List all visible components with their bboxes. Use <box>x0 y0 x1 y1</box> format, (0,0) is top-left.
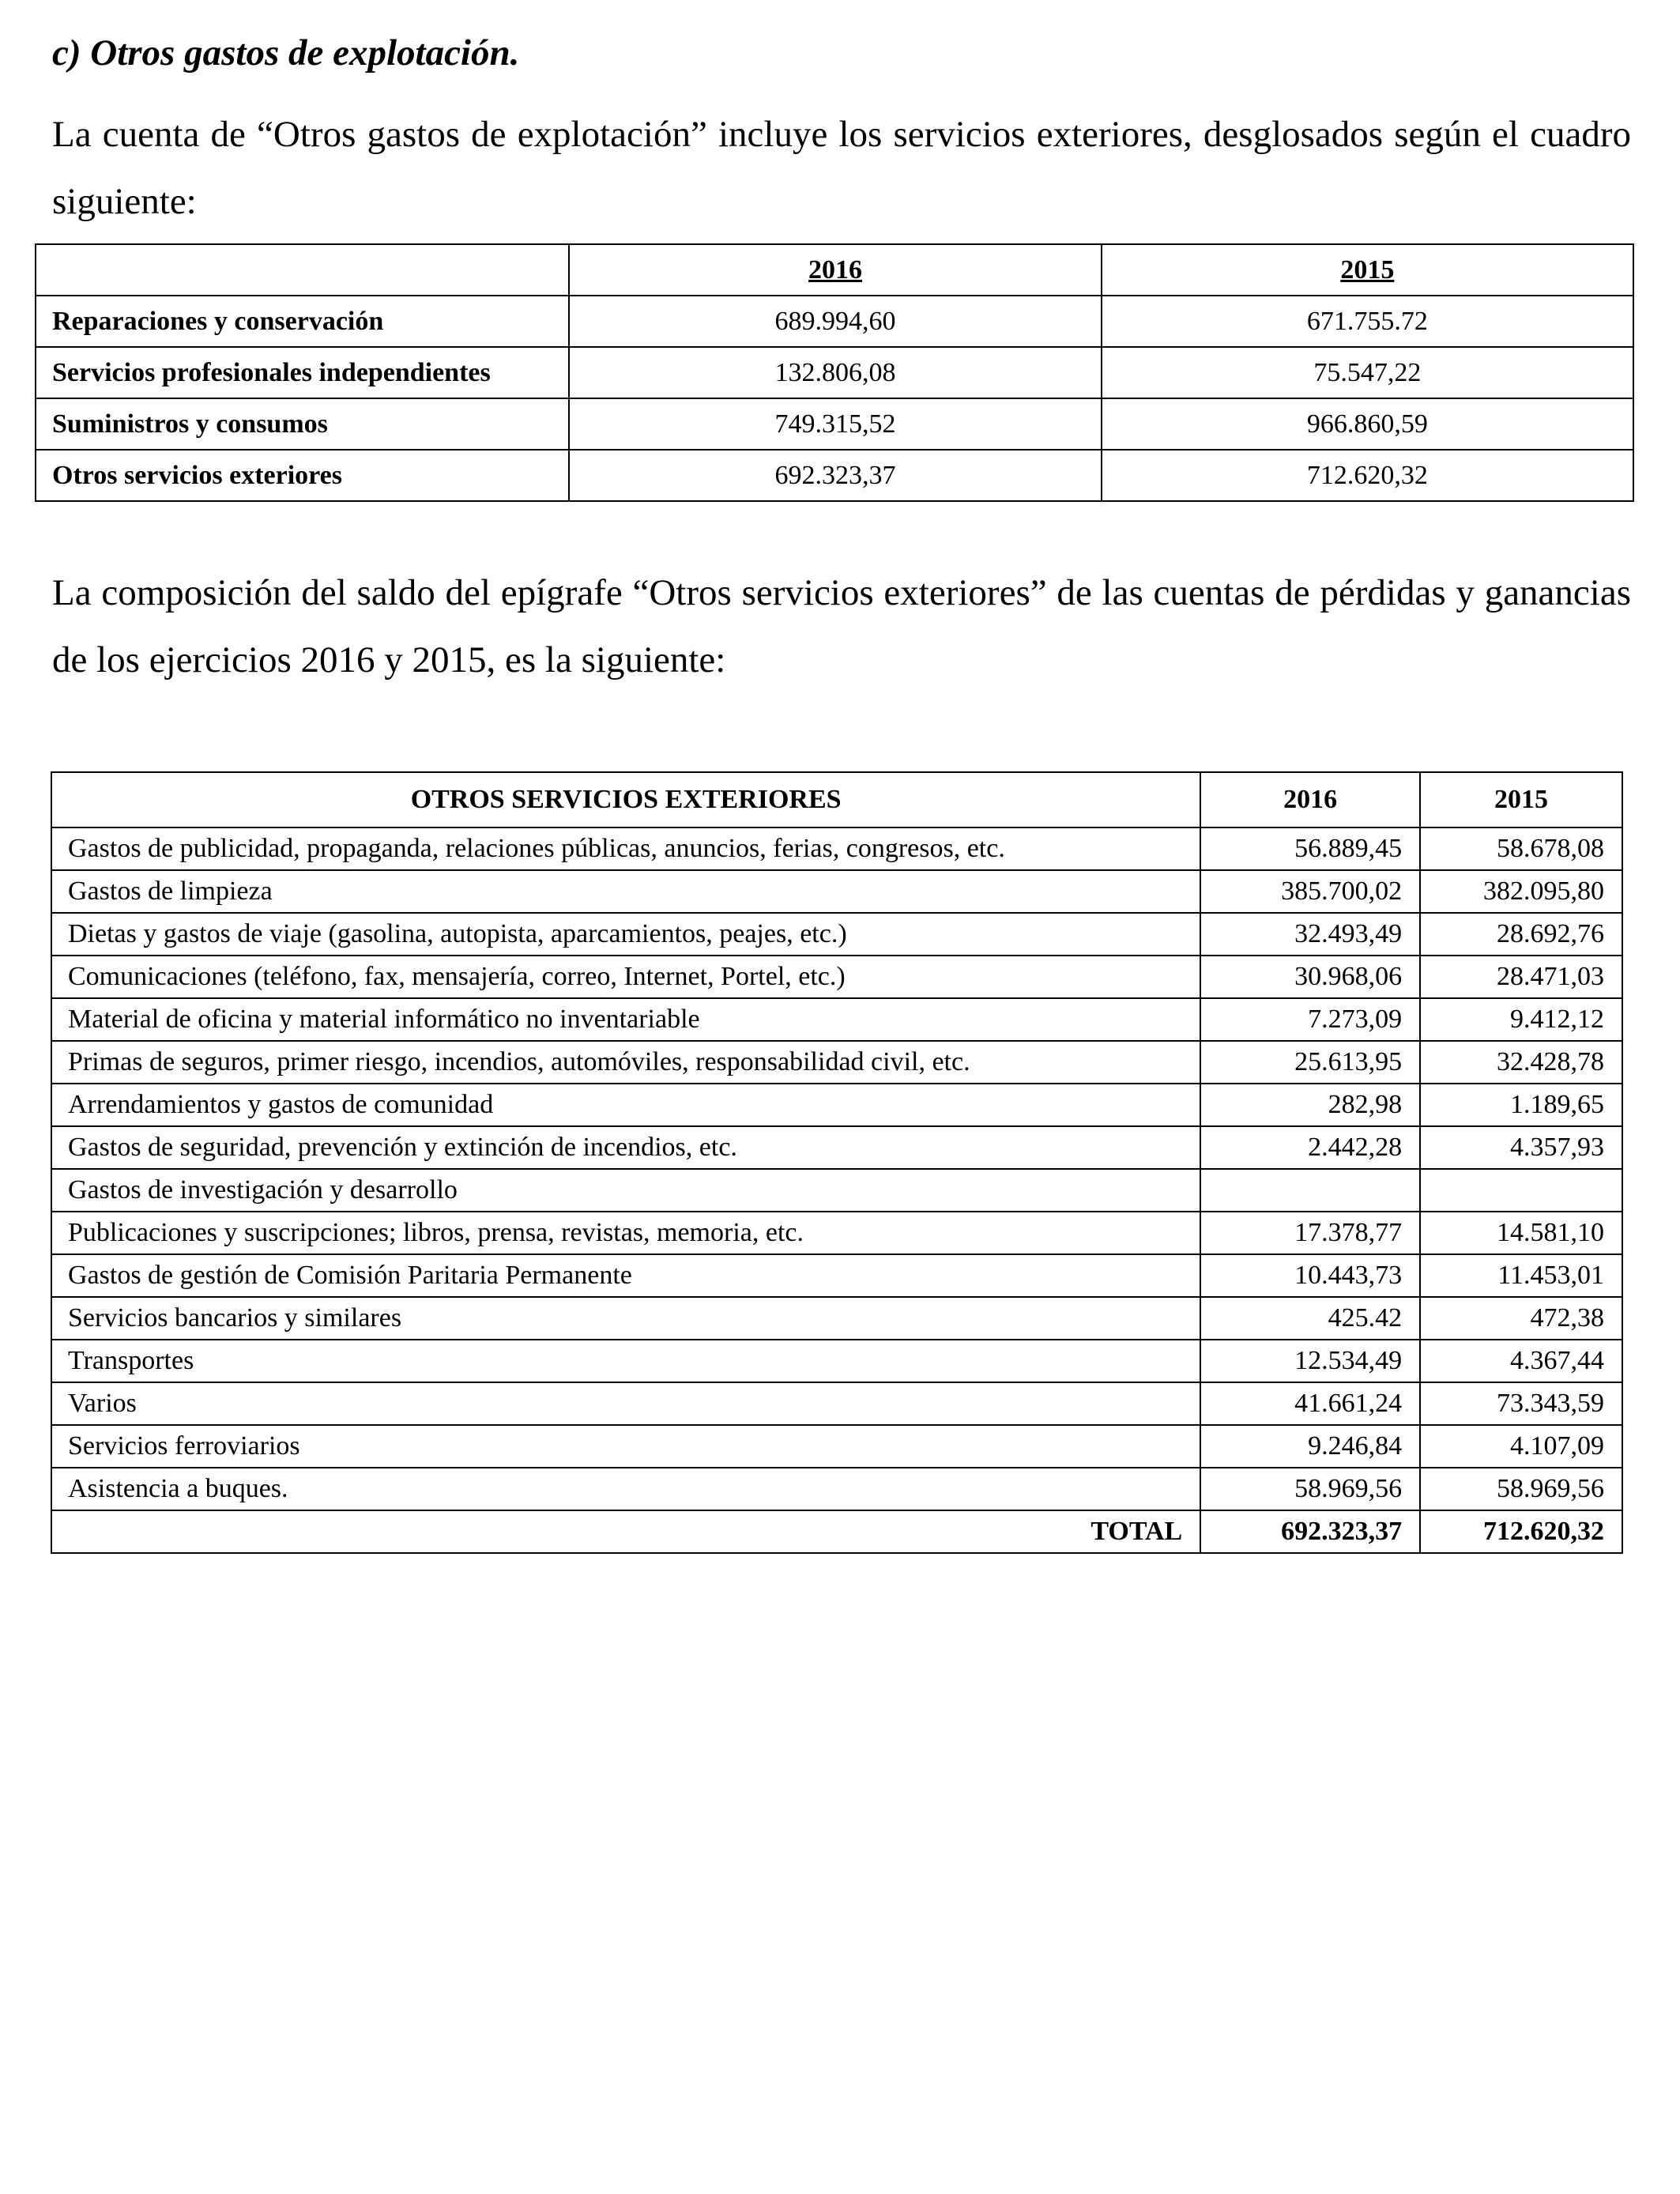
table-row <box>51 1041 1622 1084</box>
value-2016: 30.968,06 <box>1200 956 1420 998</box>
value-2015: 1.189,65 <box>1420 1084 1622 1126</box>
value-2015 <box>1420 1169 1622 1212</box>
value-2015: 4.357,93 <box>1420 1126 1622 1169</box>
total-2015: 712.620,32 <box>1420 1510 1622 1553</box>
row-label: Comunicaciones (teléfono, fax, mensajería, correo, Internet, Portel, etc.) <box>51 956 1200 998</box>
row-label: Primas de seguros, primer riesgo, incendios, automóviles, responsabilidad civil, etc. <box>51 1041 1200 1084</box>
value-2016: 32.493,49 <box>1200 913 1420 956</box>
value-2015: 472,38 <box>1420 1297 1622 1340</box>
table-row <box>51 913 1622 956</box>
row-label: Transportes <box>51 1340 1200 1382</box>
row-label: Material de oficina y material informático no inventariable <box>51 998 1200 1041</box>
value-2016: 56.889,45 <box>1200 827 1420 870</box>
value-2016: 689.994,60 <box>569 296 1101 347</box>
row-label: Publicaciones y suscripciones; libros, prensa, revistas, memoria, etc. <box>51 1212 1200 1254</box>
row-label: Asistencia a buques. <box>51 1468 1200 1510</box>
value-2016: 425.42 <box>1200 1297 1420 1340</box>
value-2016: 132.806,08 <box>569 347 1101 398</box>
value-2015: 4.367,44 <box>1420 1340 1622 1382</box>
table-row <box>36 347 1633 398</box>
section-heading: c) Otros gastos de explotación. <box>52 32 520 74</box>
table-row <box>36 296 1633 347</box>
value-2016: 385.700,02 <box>1200 870 1420 913</box>
value-2015: 73.343,59 <box>1420 1382 1622 1425</box>
row-label: Gastos de publicidad, propaganda, relaciones públicas, anuncios, ferias, congresos, etc. <box>51 827 1200 870</box>
table-row <box>51 998 1622 1041</box>
intro-paragraph-1: La cuenta de “Otros gastos de explotación” incluye los servicios exteriores, desglosados según el cuadro siguiente: <box>52 114 1631 222</box>
row-label: Servicios profesionales independientes <box>36 347 569 398</box>
value-2015: 32.428,78 <box>1420 1041 1622 1084</box>
table-row <box>51 870 1622 913</box>
table-header-row <box>36 244 1633 296</box>
row-label: Reparaciones y conservación <box>36 296 569 347</box>
value-2016: 25.613,95 <box>1200 1041 1420 1084</box>
row-label: Dietas y gastos de viaje (gasolina, autopista, aparcamientos, peajes, etc.) <box>51 913 1200 956</box>
total-label: TOTAL <box>51 1510 1200 1553</box>
services-summary-table <box>35 243 1634 502</box>
table-row <box>36 398 1633 450</box>
value-2016: 692.323,37 <box>569 450 1101 501</box>
value-2015: 14.581,10 <box>1420 1212 1622 1254</box>
value-2016: 58.969,56 <box>1200 1468 1420 1510</box>
header-2015: 2015 <box>1102 244 1633 296</box>
intro-paragraph-2: La composición del saldo del epígrafe “Otros servicios exteriores” de las cuentas de pérdidas y ganancias de los ejercicios 2016 y 2015, es la siguiente: <box>52 572 1631 680</box>
row-label: Gastos de gestión de Comisión Paritaria Permanente <box>51 1254 1200 1297</box>
value-2015: 28.692,76 <box>1420 913 1622 956</box>
total-row <box>51 1510 1622 1553</box>
total-2016: 692.323,37 <box>1200 1510 1420 1553</box>
value-2015: 4.107,09 <box>1420 1425 1622 1468</box>
value-2015: 9.412,12 <box>1420 998 1622 1041</box>
value-2016: 749.315,52 <box>569 398 1101 450</box>
row-label: Servicios bancarios y similares <box>51 1297 1200 1340</box>
value-2015: 671.755.72 <box>1102 296 1633 347</box>
header-2015: 2015 <box>1420 772 1622 827</box>
row-label: Gastos de seguridad, prevención y extinción de incendios, etc. <box>51 1126 1200 1169</box>
value-2016: 282,98 <box>1200 1084 1420 1126</box>
value-2015: 58.969,56 <box>1420 1468 1622 1510</box>
row-label: Varios <box>51 1382 1200 1425</box>
value-2016: 10.443,73 <box>1200 1254 1420 1297</box>
value-2016: 7.273,09 <box>1200 998 1420 1041</box>
header-concept: OTROS SERVICIOS EXTERIORES <box>51 772 1200 827</box>
value-2015: 58.678,08 <box>1420 827 1622 870</box>
value-2015: 712.620,32 <box>1102 450 1633 501</box>
value-2016: 17.378,77 <box>1200 1212 1420 1254</box>
row-label: Suministros y consumos <box>36 398 569 450</box>
table-row <box>51 1126 1622 1169</box>
value-2015: 28.471,03 <box>1420 956 1622 998</box>
table-row <box>51 1169 1622 1212</box>
value-2015: 382.095,80 <box>1420 870 1622 913</box>
table-row <box>51 1468 1622 1510</box>
value-2016: 9.246,84 <box>1200 1425 1420 1468</box>
table-row <box>51 1254 1622 1297</box>
table-row <box>51 1297 1622 1340</box>
table-row <box>51 1340 1622 1382</box>
value-2016 <box>1200 1169 1420 1212</box>
row-label: Otros servicios exteriores <box>36 450 569 501</box>
header-2016: 2016 <box>1200 772 1420 827</box>
row-label: Arrendamientos y gastos de comunidad <box>51 1084 1200 1126</box>
table-row <box>51 1425 1622 1468</box>
table-row <box>51 1084 1622 1126</box>
table-row <box>51 827 1622 870</box>
value-2015: 75.547,22 <box>1102 347 1633 398</box>
table-row <box>51 1382 1622 1425</box>
table-row <box>51 956 1622 998</box>
other-services-table <box>51 771 1623 1554</box>
value-2015: 11.453,01 <box>1420 1254 1622 1297</box>
row-label: Servicios ferroviarios <box>51 1425 1200 1468</box>
row-label: Gastos de investigación y desarrollo <box>51 1169 1200 1212</box>
table-row <box>36 450 1633 501</box>
table-header-row <box>51 772 1622 827</box>
header-2016: 2016 <box>569 244 1101 296</box>
row-label: Gastos de limpieza <box>51 870 1200 913</box>
value-2016: 41.661,24 <box>1200 1382 1420 1425</box>
table-row <box>51 1212 1622 1254</box>
value-2016: 2.442,28 <box>1200 1126 1420 1169</box>
value-2016: 12.534,49 <box>1200 1340 1420 1382</box>
header-empty-cell <box>36 244 569 296</box>
value-2015: 966.860,59 <box>1102 398 1633 450</box>
